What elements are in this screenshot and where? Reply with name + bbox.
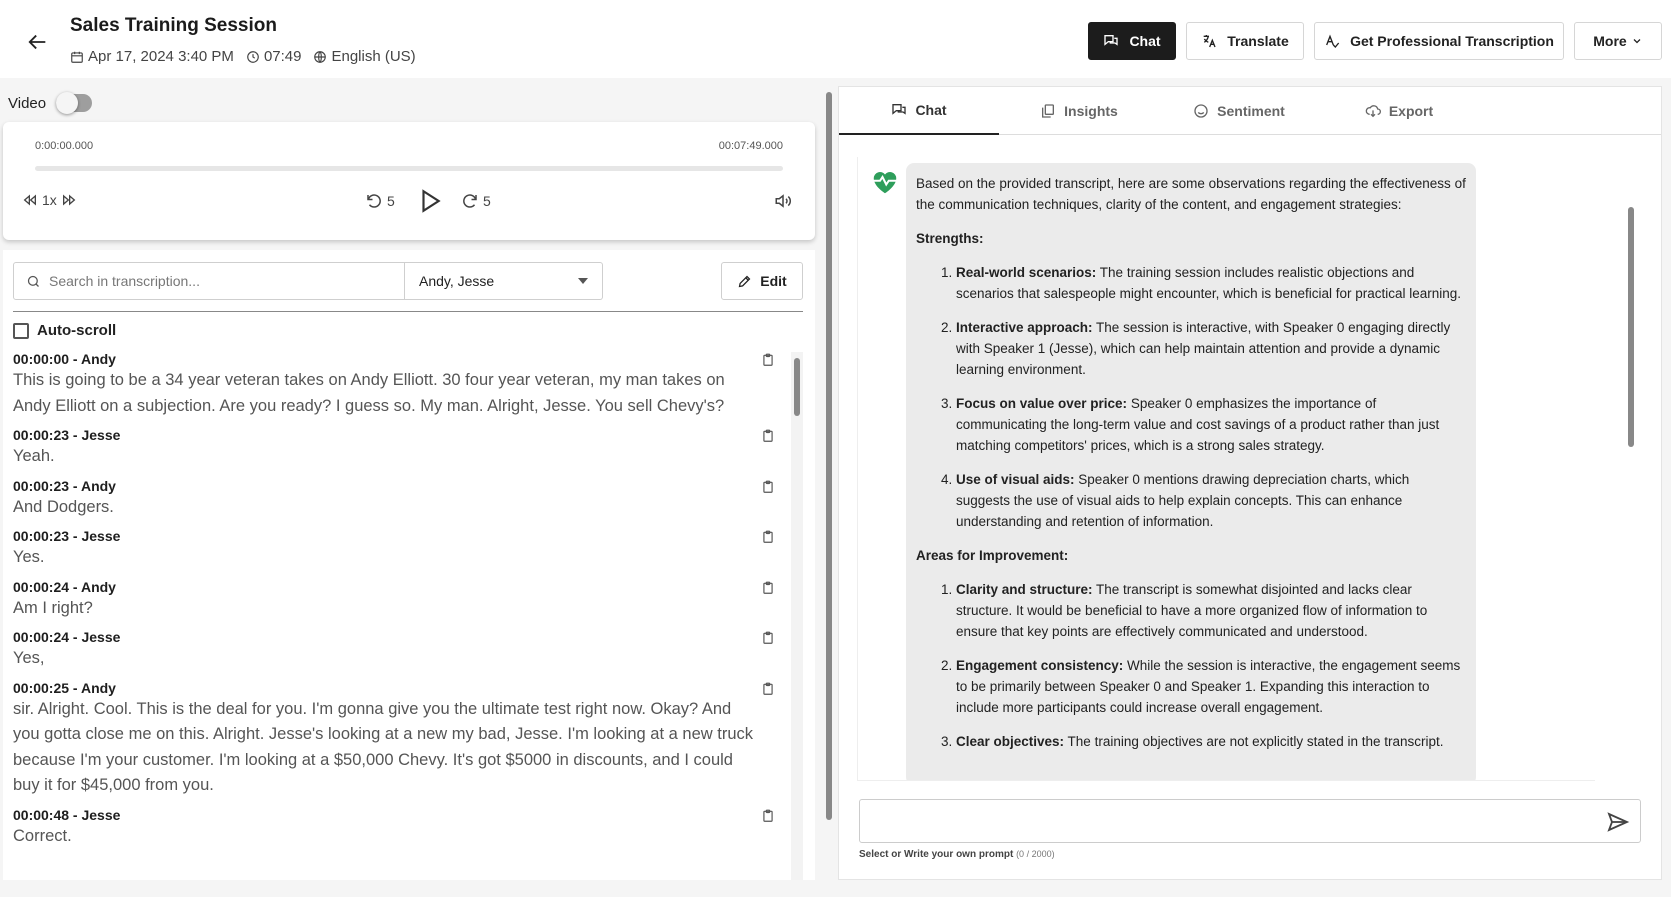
tab-insights-label: Insights xyxy=(1064,103,1118,119)
entry-text[interactable]: Yeah. xyxy=(13,447,55,465)
chat-scrollbar[interactable] xyxy=(1625,157,1637,781)
chat-button-label: Chat xyxy=(1129,33,1161,49)
rewind-5-button[interactable] xyxy=(365,192,395,210)
autoscroll-row xyxy=(13,322,116,339)
video-toggle-row xyxy=(8,94,92,112)
list-item-title: Focus on value over price: xyxy=(956,396,1128,411)
rewind-seconds: 5 xyxy=(387,193,395,209)
send-button[interactable] xyxy=(1606,810,1630,839)
list-item-text: The session is interactive, with Speaker 0 engaging directly with Speaker 1 (Jesse), which can help maintain attention and provide a dynamic learning environment. xyxy=(956,320,1451,377)
clipboard-icon[interactable] xyxy=(761,681,775,702)
copy-stack-icon xyxy=(1040,103,1056,119)
volume-button[interactable] xyxy=(773,192,793,210)
strengths-list xyxy=(916,262,1466,532)
list-item-text: Speaker 0 mentions drawing depreciation charts, which suggests the use of visual aids to help explain concepts. This can enhance understanding and retention of information. xyxy=(956,472,1410,529)
edit-button[interactable] xyxy=(721,262,803,300)
tab-sentiment[interactable] xyxy=(1159,87,1319,135)
rotate-cw-icon xyxy=(461,192,479,210)
chat-scrollbar-thumb[interactable] xyxy=(1628,207,1634,447)
speaker-filter-select[interactable] xyxy=(405,262,603,300)
transcript-list xyxy=(13,350,793,880)
video-toggle[interactable] xyxy=(56,94,92,112)
chat-messages xyxy=(857,157,1595,781)
page-scrollbar-thumb[interactable] xyxy=(826,92,832,820)
tab-chat[interactable] xyxy=(839,87,999,135)
entry-timestamp-speaker: 00:00:48 - Jesse xyxy=(13,806,121,823)
more-button[interactable] xyxy=(1574,22,1662,60)
list-item xyxy=(956,317,1466,380)
toggle-knob xyxy=(56,92,78,114)
entry-text[interactable]: Correct. xyxy=(13,826,72,845)
panel-tabs xyxy=(839,87,1661,135)
globe-icon xyxy=(313,50,327,64)
list-item xyxy=(956,579,1466,642)
play-icon xyxy=(417,188,443,214)
transcription-panel xyxy=(3,250,815,880)
chat-icon xyxy=(891,102,907,118)
speed-label: 1x xyxy=(42,192,57,208)
tab-export-label: Export xyxy=(1388,103,1434,119)
strengths-heading: Strengths: xyxy=(916,231,984,246)
play-button[interactable] xyxy=(417,188,443,214)
list-item xyxy=(956,655,1466,718)
list-item-text: The training session includes realistic objections and scenarios that salespeople might encounter, which is beneficial for practical learning. xyxy=(956,265,1462,301)
list-item-title: Clear objectives: xyxy=(956,734,1065,749)
improvements-heading: Areas for Improvement: xyxy=(916,548,1069,563)
clipboard-icon[interactable] xyxy=(761,580,775,601)
transcript-entry xyxy=(13,426,793,470)
entry-timestamp-speaker: 00:00:23 - Jesse xyxy=(13,427,121,443)
improvements-list xyxy=(916,579,1466,752)
entry-text[interactable]: Am I right? xyxy=(13,598,93,617)
autoscroll-checkbox[interactable] xyxy=(13,323,29,339)
ai-panel xyxy=(838,86,1662,880)
chat-button[interactable] xyxy=(1088,22,1176,60)
clipboard-icon[interactable] xyxy=(761,428,775,449)
tab-chat-label: Chat xyxy=(915,102,947,118)
list-item-title: Clarity and structure: xyxy=(956,582,1093,597)
volume-icon xyxy=(773,192,793,210)
prompt-input[interactable] xyxy=(872,810,1572,834)
prompt-counter: (0 / 2000) xyxy=(1016,849,1055,859)
back-button[interactable] xyxy=(24,28,52,56)
entry-timestamp-speaker: 00:00:25 - Andy xyxy=(13,679,116,696)
rewind-icon xyxy=(21,192,39,208)
entry-timestamp-speaker: 00:00:24 - Andy xyxy=(13,578,116,595)
list-item-text: The training objectives are not explicitly stated in the transcript. xyxy=(1064,734,1444,749)
arrow-left-icon xyxy=(27,31,49,53)
autoscroll-label: Auto-scroll xyxy=(37,322,117,339)
professional-transcription-label: Get Professional Transcription xyxy=(1350,33,1554,49)
clipboard-icon[interactable] xyxy=(761,529,775,550)
list-item-text: Speaker 0 emphasizes the importance of communicating the long-term value and cost savings of a product rather than just matching competitors' prices, which is a strong sales strategy. xyxy=(956,396,1440,453)
send-icon xyxy=(1606,810,1630,834)
pencil-icon xyxy=(737,274,752,289)
translate-button[interactable] xyxy=(1186,22,1304,60)
prompt-hint xyxy=(859,849,1055,860)
heart-pulse-icon xyxy=(870,167,900,197)
rotate-ccw-icon xyxy=(365,192,383,210)
list-item xyxy=(956,469,1466,532)
assistant-avatar xyxy=(870,167,900,202)
page-scrollbar[interactable] xyxy=(824,92,834,820)
forward-5-button[interactable] xyxy=(461,192,491,210)
recording-meta xyxy=(70,48,428,65)
transcript-entry xyxy=(13,477,793,521)
smile-icon xyxy=(1193,103,1209,119)
video-label: Video xyxy=(8,94,47,112)
transcript-entry xyxy=(13,679,793,799)
divider xyxy=(13,311,803,312)
search-input[interactable] xyxy=(49,273,379,289)
entry-text[interactable]: And Dodgers. xyxy=(13,497,114,516)
search-icon xyxy=(26,274,41,289)
list-item xyxy=(956,731,1466,752)
clipboard-icon[interactable] xyxy=(761,352,775,373)
list-item-text: The transcript is somewhat disjointed and lacks clear structure. It would be beneficial to have a more organized flow of information to ensure that key points are effectively communicated and understood. xyxy=(956,582,1428,639)
chevron-down-icon xyxy=(1631,35,1643,47)
progress-bar[interactable] xyxy=(35,166,783,171)
professional-transcription-button[interactable] xyxy=(1314,22,1564,60)
transcript-entry xyxy=(13,806,793,850)
transcript-entry xyxy=(13,578,793,622)
caret-down-icon xyxy=(578,278,588,284)
clipboard-icon[interactable] xyxy=(761,808,775,829)
assistant-message xyxy=(906,163,1476,781)
fast-forward-icon xyxy=(60,192,78,208)
tab-insights[interactable] xyxy=(999,87,1159,135)
message-intro: Based on the provided transcript, here are some observations regarding the effectiveness of the communication techniques, clarity of the content, and engagement strategies: xyxy=(916,176,1466,212)
list-item-title: Real-world scenarios: xyxy=(956,265,1097,280)
list-item-title: Use of visual aids: xyxy=(956,472,1075,487)
cloud-download-icon xyxy=(1365,103,1381,119)
list-item xyxy=(956,262,1466,304)
recording-duration: 07:49 xyxy=(263,48,302,65)
entry-timestamp-speaker: 00:00:24 - Jesse xyxy=(13,629,121,645)
list-item xyxy=(956,393,1466,456)
translate-icon xyxy=(1201,33,1217,49)
translate-button-label: Translate xyxy=(1227,33,1289,49)
prompt-box xyxy=(859,799,1641,843)
clock-icon xyxy=(246,50,260,64)
list-item-text: While the session is interactive, the engagement seems to be primarily between Speaker 0 and Speaker 1. Expanding this interaction to include more participants could increase overall engagement. xyxy=(956,658,1461,715)
prompt-hint-text: Select or Write your own prompt xyxy=(859,849,1014,860)
page-title: Sales Training Session xyxy=(70,15,277,36)
speed-control[interactable] xyxy=(21,192,78,208)
current-time: 0:00:00.000 xyxy=(35,140,94,152)
spellcheck-icon xyxy=(1324,33,1340,49)
clipboard-icon[interactable] xyxy=(761,630,775,651)
recording-language: English (US) xyxy=(331,48,416,65)
search-box xyxy=(13,262,405,300)
tab-export[interactable] xyxy=(1319,87,1479,135)
transcript-scrollbar[interactable] xyxy=(791,352,803,880)
tab-sentiment-label: Sentiment xyxy=(1217,103,1285,119)
entry-text[interactable]: This is going to be a 34 year veteran takes on Andy Elliott. 30 four year veteran, my man takes on Andy Elliott on a subjection. Are you ready? I guess so. My man. Alright, Jesse. You sell Chevy's? xyxy=(13,371,725,415)
chat-icon xyxy=(1103,33,1119,49)
entry-timestamp-speaker: 00:00:23 - Andy xyxy=(13,477,116,494)
entry-text[interactable]: sir. Alright. Cool. This is the deal for you. I'm gonna give you the ultimate test right now. Okay? And you gotta close me on this. Alright. Jesse's looking at a new my bad, Jesse. I'm looking at a new truck because I'm your customer. I'm looking at a $50,000 Chevy. It's got $5000 in discounts, and I could buy it for $45,000 from you. xyxy=(13,699,754,794)
total-time: 00:07:49.000 xyxy=(718,140,783,152)
forward-seconds: 5 xyxy=(483,193,491,209)
transcript-scrollbar-thumb[interactable] xyxy=(794,358,800,416)
more-button-label: More xyxy=(1593,33,1627,49)
header xyxy=(0,0,1671,78)
speaker-filter-value: Andy, Jesse xyxy=(419,273,495,289)
clipboard-icon[interactable] xyxy=(761,479,775,500)
entry-text[interactable]: Yes. xyxy=(13,548,45,566)
list-item-title: Engagement consistency: xyxy=(956,658,1124,673)
audio-player xyxy=(3,122,815,240)
transcript-entry xyxy=(13,527,793,571)
entry-timestamp-speaker: 00:00:23 - Jesse xyxy=(13,528,121,544)
entry-timestamp-speaker: 00:00:00 - Andy xyxy=(13,351,116,367)
entry-text[interactable]: Yes, xyxy=(13,649,45,667)
recording-date: Apr 17, 2024 3:40 PM xyxy=(88,48,234,65)
transcript-entry xyxy=(13,350,793,419)
list-item-title: Interactive approach: xyxy=(956,320,1093,335)
edit-label: Edit xyxy=(760,273,787,289)
transcript-entry xyxy=(13,628,793,672)
calendar-icon xyxy=(70,50,84,64)
